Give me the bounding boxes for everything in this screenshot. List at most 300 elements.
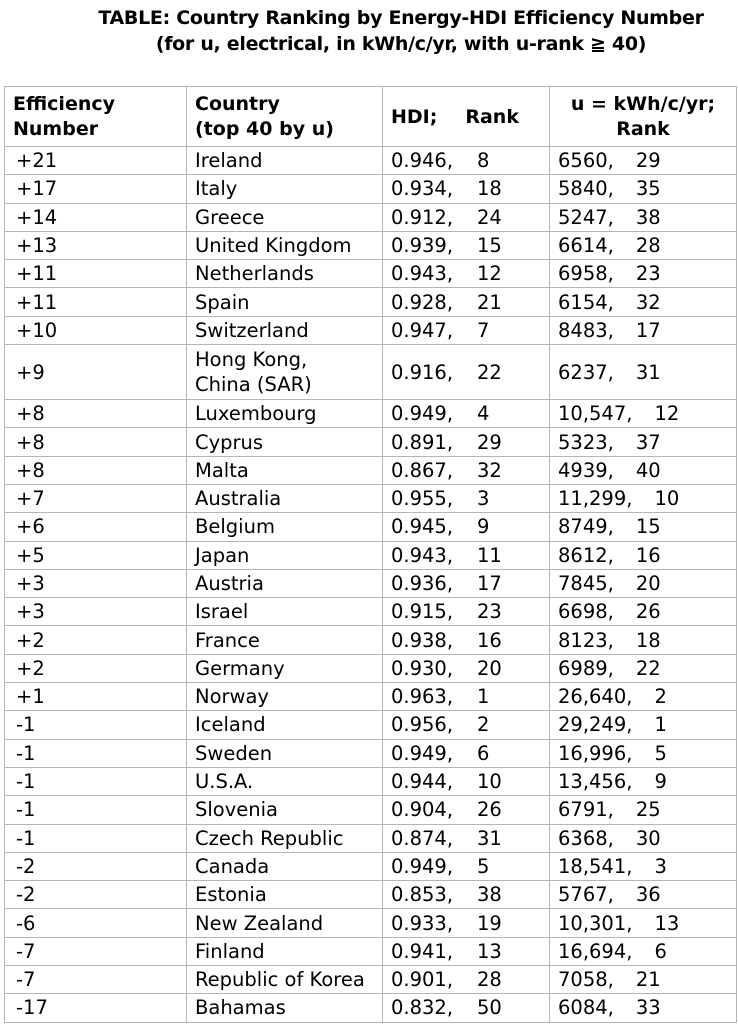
u-value: 7845, [558,572,614,595]
country-cell [187,175,383,203]
hdi-rank: 18 [477,177,502,201]
hdi-cell [383,909,550,937]
country-name: Spain [195,290,250,314]
hdi-rank: 26 [477,798,502,822]
hdi-rank: 13 [477,939,502,963]
u-rank: 26 [635,600,661,624]
country-cell [187,345,383,400]
country-cell [187,824,383,852]
efficiency-cell: -17 [5,994,187,1022]
country-cell [187,428,383,456]
table-row [5,147,737,175]
hdi-value: 0.938, [391,628,454,652]
table-row [5,909,737,937]
table-row [5,767,737,795]
hdi-cell [383,513,550,541]
hdi-rank: 12 [477,262,502,286]
u-cell [550,739,737,767]
country-name-line2: China (SAR) [195,373,312,397]
efficiency-cell: -2 [5,881,187,909]
efficiency-cell: +2 [5,626,187,654]
table-row [5,541,737,569]
hdi-value: 0.945, [391,515,454,539]
country-name: Switzerland [195,318,309,342]
u-rank: 21 [635,968,661,992]
header-efficiency-line1: Efficiency [13,93,116,115]
header-efficiency [5,87,187,147]
hdi-rank: 32 [477,458,502,482]
u-cell [550,231,737,259]
u-rank: 28 [635,234,661,258]
efficiency-cell: +9 [5,345,187,400]
hdi-cell [383,739,550,767]
hdi-cell [383,654,550,682]
country-name: Greece [195,205,265,229]
country-cell [187,598,383,626]
u-cell [550,654,737,682]
country-name: Australia [195,487,282,511]
u-value: 13,456, [558,770,633,794]
hdi-value: 0.956, [391,713,454,737]
hdi-value: 0.891, [391,430,454,454]
country-name: U.S.A. [195,770,254,794]
table-row [5,513,737,541]
u-rank: 22 [635,656,661,680]
ranking-table [4,86,737,1023]
u-cell [550,316,737,344]
hdi-cell [383,147,550,175]
hdi-cell [383,428,550,456]
u-rank: 6 [654,939,667,963]
hdi-cell [383,400,550,428]
efficiency-cell: +2 [5,654,187,682]
efficiency-cell: +6 [5,513,187,541]
u-rank: 15 [635,515,661,539]
u-value: 5840, [558,177,614,201]
u-cell [550,147,737,175]
efficiency-cell: -1 [5,796,187,824]
hdi-value: 0.867, [391,458,454,482]
u-rank: 9 [654,770,667,794]
u-value: 6237, [558,360,614,384]
efficiency-cell: -7 [5,937,187,965]
country-name: Ireland [195,149,263,173]
hdi-value: 0.939, [391,234,454,258]
u-value: 18,541, [558,854,633,878]
hdi-cell [383,598,550,626]
hdi-rank: 29 [477,430,502,454]
u-rank: 18 [635,628,661,652]
country-cell [187,937,383,965]
hdi-cell [383,711,550,739]
u-cell [550,288,737,316]
u-cell [550,484,737,512]
table-row [5,683,737,711]
efficiency-cell: +8 [5,456,187,484]
hdi-value: 0.936, [391,572,454,595]
country-name: Germany [195,656,285,680]
u-rank: 10 [654,487,680,511]
hdi-rank: 16 [477,628,502,652]
u-rank: 1 [654,713,667,737]
hdi-cell [383,937,550,965]
u-rank: 36 [635,883,661,907]
header-row [5,87,737,147]
u-cell [550,626,737,654]
hdi-rank: 3 [477,487,490,511]
table-row [5,260,737,288]
table-row [5,484,737,512]
country-name: New Zealand [195,911,324,935]
hdi-value: 0.963, [391,685,454,709]
table-row [5,175,737,203]
u-value: 11,299, [558,487,633,511]
country-cell [187,513,383,541]
table-row [5,739,737,767]
u-rank: 32 [635,290,661,314]
hdi-cell [383,260,550,288]
hdi-cell [383,541,550,569]
efficiency-cell: -6 [5,909,187,937]
country-cell [187,316,383,344]
table-row [5,345,737,400]
country-cell [187,739,383,767]
hdi-rank: 9 [477,515,490,539]
country-cell [187,147,383,175]
hdi-cell [383,569,550,597]
u-cell [550,937,737,965]
country-cell [187,400,383,428]
hdi-rank: 20 [477,656,502,680]
u-value: 6958, [558,262,614,286]
hdi-rank: 17 [477,572,502,595]
country-name: Czech Republic [195,826,344,850]
country-cell [187,203,383,231]
table-row [5,569,737,597]
country-name: Finland [195,939,265,963]
u-rank: 30 [635,826,661,850]
country-name: Belgium [195,515,275,539]
table-row [5,231,737,259]
country-name: Japan [195,543,250,567]
u-cell [550,456,737,484]
title-line-2: (for u, electrical, in kWh/c/yr, with u-rank ≧ 40) [155,33,647,55]
u-cell [550,541,737,569]
u-cell [550,796,737,824]
country-name: Canada [195,854,270,878]
hdi-value: 0.916, [391,360,454,384]
country-name: Sweden [195,741,273,765]
u-value: 5247, [558,205,614,229]
table-row [5,824,737,852]
u-value: 8612, [558,543,614,567]
u-cell [550,909,737,937]
hdi-cell [383,203,550,231]
efficiency-cell: -2 [5,852,187,880]
country-name: Netherlands [195,262,314,286]
hdi-value: 0.904, [391,798,454,822]
table-row [5,456,737,484]
table-row [5,966,737,994]
u-rank: 29 [635,149,661,173]
country-name: Republic of Korea [195,968,365,992]
country-cell [187,288,383,316]
u-rank: 37 [635,430,661,454]
table-row [5,937,737,965]
country-name: Luxembourg [195,402,317,426]
efficiency-cell: -1 [5,711,187,739]
hdi-value: 0.943, [391,543,454,567]
hdi-rank: 23 [477,600,502,624]
u-cell [550,345,737,400]
country-name: Cyprus [195,430,264,454]
efficiency-cell: +14 [5,203,187,231]
u-cell [550,881,737,909]
hdi-value: 0.946, [391,149,454,173]
hdi-value: 0.941, [391,939,454,963]
u-value: 7058, [558,968,614,992]
efficiency-cell: +8 [5,400,187,428]
u-rank: 38 [635,205,661,229]
hdi-value: 0.949, [391,402,454,426]
table-row [5,654,737,682]
efficiency-cell: +8 [5,428,187,456]
country-name: Estonia [195,883,267,907]
u-cell [550,852,737,880]
u-rank: 23 [635,262,661,286]
hdi-rank: 2 [477,713,490,737]
country-name: Norway [195,685,269,709]
country-cell [187,569,383,597]
hdi-cell [383,683,550,711]
hdi-rank: 19 [477,911,502,935]
u-rank: 33 [635,996,661,1020]
hdi-value: 0.901, [391,968,454,992]
country-cell [187,994,383,1022]
u-cell [550,175,737,203]
efficiency-cell: +1 [5,683,187,711]
u-cell [550,428,737,456]
efficiency-cell: +3 [5,569,187,597]
u-value: 5323, [558,430,614,454]
header-country [187,87,383,147]
u-cell [550,400,737,428]
u-rank: 20 [635,572,661,595]
table-row [5,626,737,654]
u-rank: 12 [654,402,680,426]
u-value: 26,640, [558,685,633,709]
u-value: 10,547, [558,402,633,426]
table-row [5,428,737,456]
u-cell [550,994,737,1022]
table-title [0,5,738,57]
header-country-line1: Country [195,93,280,115]
hdi-cell [383,175,550,203]
country-cell [187,541,383,569]
hdi-rank: 8 [477,149,490,173]
u-rank: 35 [635,177,661,201]
hdi-cell [383,456,550,484]
header-u-line2: Rank [616,118,670,140]
hdi-value: 0.928, [391,290,454,314]
table-row [5,203,737,231]
efficiency-cell: +5 [5,541,187,569]
title-line-1: TABLE: Country Ranking by Energy-HDI Efficiency Number [98,7,704,29]
efficiency-cell: +11 [5,288,187,316]
hdi-cell [383,345,550,400]
table-row [5,288,737,316]
u-cell [550,966,737,994]
u-value: 6154, [558,290,614,314]
country-cell [187,909,383,937]
hdi-cell [383,852,550,880]
hdi-rank: 38 [477,883,502,907]
u-value: 16,996, [558,741,633,765]
hdi-value: 0.853, [391,883,454,907]
u-cell [550,203,737,231]
hdi-cell [383,316,550,344]
hdi-rank: 15 [477,234,502,258]
hdi-cell [383,966,550,994]
efficiency-cell: +11 [5,260,187,288]
country-cell [187,711,383,739]
efficiency-cell: +21 [5,147,187,175]
hdi-rank: 7 [477,318,490,342]
efficiency-cell: -7 [5,966,187,994]
table-row [5,796,737,824]
table-row [5,852,737,880]
country-cell [187,881,383,909]
header-u-line1: u = kWh/c/yr; [570,93,716,115]
table-row [5,711,737,739]
table-row [5,316,737,344]
hdi-value: 0.949, [391,854,454,878]
hdi-cell [383,881,550,909]
hdi-value: 0.943, [391,262,454,286]
u-rank: 17 [635,318,661,342]
efficiency-cell: +3 [5,598,187,626]
u-value: 8749, [558,515,614,539]
hdi-rank: 6 [477,741,490,765]
u-value: 16,694, [558,939,633,963]
country-cell [187,683,383,711]
u-rank: 16 [635,543,661,567]
u-cell [550,260,737,288]
hdi-value: 0.930, [391,656,454,680]
u-value: 6560, [558,149,614,173]
u-rank: 2 [654,685,667,709]
u-rank: 13 [654,911,680,935]
u-value: 8123, [558,628,614,652]
u-value: 5767, [558,883,614,907]
country-name: Hong Kong, [195,348,308,372]
country-cell [187,484,383,512]
country-name: Israel [195,600,249,624]
hdi-cell [383,824,550,852]
hdi-cell [383,288,550,316]
hdi-rank: 1 [477,685,490,709]
country-name: Malta [195,458,249,482]
u-rank: 5 [654,741,667,765]
hdi-rank: 31 [477,826,502,850]
u-value: 6084, [558,996,614,1020]
header-efficiency-line2: Number [13,118,99,140]
u-value: 6614, [558,234,614,258]
u-cell [550,824,737,852]
hdi-value: 0.934, [391,177,454,201]
u-rank: 25 [635,798,661,822]
hdi-value: 0.947, [391,318,454,342]
header-country-line2: (top 40 by u) [195,118,334,140]
hdi-value: 0.832, [391,996,454,1020]
u-value: 6698, [558,600,614,624]
hdi-cell [383,484,550,512]
u-cell [550,598,737,626]
country-cell [187,796,383,824]
efficiency-cell: +17 [5,175,187,203]
u-cell [550,767,737,795]
efficiency-cell: +10 [5,316,187,344]
country-name: Slovenia [195,798,278,822]
country-cell [187,966,383,994]
hdi-value: 0.944, [391,770,454,794]
hdi-value: 0.949, [391,741,454,765]
u-rank: 31 [635,360,661,384]
header-hdi [383,87,550,147]
u-value: 4939, [558,458,614,482]
table-row [5,881,737,909]
hdi-value: 0.955, [391,487,454,511]
u-value: 29,249, [558,713,633,737]
u-value: 8483, [558,318,614,342]
u-cell [550,569,737,597]
table-row [5,400,737,428]
hdi-value: 0.915, [391,600,454,624]
hdi-rank: 28 [477,968,502,992]
table-row [5,994,737,1022]
hdi-rank: 21 [477,290,502,314]
country-cell [187,260,383,288]
u-rank: 40 [635,458,661,482]
hdi-cell [383,767,550,795]
u-value: 6368, [558,826,614,850]
hdi-rank: 5 [477,854,490,878]
efficiency-cell: -1 [5,767,187,795]
u-rank: 3 [654,854,667,878]
country-name: Iceland [195,713,266,737]
u-cell [550,683,737,711]
hdi-rank: 11 [477,543,502,567]
hdi-cell [383,796,550,824]
country-name: Bahamas [195,996,286,1020]
hdi-cell [383,626,550,654]
country-name: Italy [195,177,238,201]
hdi-rank: 50 [477,996,502,1020]
table-body [5,147,737,1023]
country-cell [187,654,383,682]
country-cell [187,626,383,654]
efficiency-cell: -1 [5,739,187,767]
header-hdi-label: HDI; [391,105,438,128]
hdi-rank: 22 [477,360,502,384]
hdi-cell [383,994,550,1022]
u-cell [550,513,737,541]
hdi-rank: 10 [477,770,502,794]
header-hdi-rank: Rank [465,105,519,128]
u-value: 6989, [558,656,614,680]
country-cell [187,231,383,259]
country-cell [187,767,383,795]
